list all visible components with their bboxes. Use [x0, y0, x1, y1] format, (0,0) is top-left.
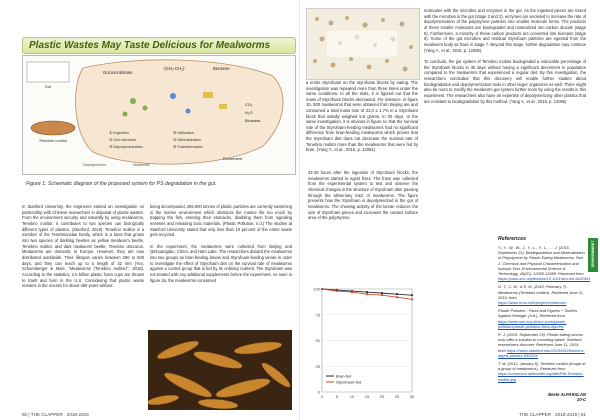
label-step4: ④ Utilization	[173, 131, 194, 135]
legend-label: Styrofoam-fed	[336, 379, 362, 385]
label-benzene: Benzene	[213, 66, 230, 71]
left-column-2	[150, 204, 292, 283]
label-co2: CO₂	[245, 102, 253, 107]
label-tenebrio: Tenebrio molitor	[38, 138, 68, 143]
section-side-tab	[588, 238, 598, 272]
mealworm-photo-svg	[148, 330, 292, 410]
survival-chart-svg	[308, 283, 416, 406]
y-tick-label: 75	[315, 312, 320, 318]
legend-label: Bran-fed	[336, 373, 352, 379]
survival-chart	[308, 283, 416, 406]
enzyme-dot	[186, 109, 191, 114]
label-gut-microbiome: Gut microbiome	[103, 70, 133, 75]
x-tick-label: 20	[379, 394, 385, 399]
reference-item: Y., Y., W., W., J., Y., L., Y., L., .... J. (2015, September 21). Biodegradation and Mineralization of Polystyrene by Plastic-Eating Mealworms: Part 1. Chemical and Physical Characterization and Isotopic Test. Environmental Science & Technology, 49(20), 12080-12086. Retrieved from https://pubs.acs.org/doi/abs/10.1021/acs.est.5b02661	[498, 245, 591, 282]
reference-link[interactable]: https://news.stanford.edu/2015/09/29/worms-digest-plastics-092915/	[498, 347, 585, 358]
reference-item: T. M. (2012, January 6). Tenebrio molitor (image of a group of mealworms). Retrieved from https://commons.wikimedia.org/wiki/File:Tenebrio-molitor.jpg	[498, 361, 586, 382]
styrofoam-block	[27, 62, 69, 82]
label-ch2: -(CH₂-CH₂)-	[163, 66, 186, 71]
label-step5: ⑤ Mineralization	[173, 138, 201, 142]
y-tick-label: 25	[315, 363, 320, 369]
right-column	[424, 8, 586, 104]
y-tick-label: 50	[315, 338, 320, 343]
y-tick-label: 0	[317, 389, 320, 395]
right-page-folio: THE CLAPPER · 2018-2019 | 61	[519, 412, 586, 417]
body-text: molecules with the microbes and enzymes in the gut. As the ingested pieces are mixed with the microbes in the gut (stage 2 and 3), enzymes are secreted to increase the rate of depolymerization of the polystyrene particles into smaller molecule forms. The products of these smaller molecules are biodegraded and mineralized into carbon dioxide (stage 5). Furthermore, a minority of these carbon products are converted into biomass (stage 6). Some of the gut microbes and residual Styrofoam particles are egested from the mealworm body as frass in stage 7. Beyond this stage, further degradation may continue (Yang Y., et al., 2015, p. 12085). To conclude, the gut system of Tenebrio molitor biodegraded a noticeable percentage of the Styrofoam blocks in 30 days without having a significant decrement in population compared to the mealworms that experienced a regular diet. By this investigation, the researchers concluded that this discovery will enable further studies about biodegradation and depolymerization tools in other larger organisms as well. There might also be room to modify the mealworm gut system further more by using the results in this experiment. The researchers also have an expertise of depolymerizing other plastics that are resistant to biodegradation by this method. (Yang Y., et al., 2015, p. 12086)	[424, 8, 586, 104]
styrofoam-photo-svg	[307, 9, 419, 79]
data-point	[381, 294, 383, 296]
y-tick-label: 100	[313, 286, 320, 292]
microbe-dot	[143, 106, 148, 111]
x-tick-label: 15	[364, 394, 370, 399]
polymer-fragment	[219, 104, 227, 109]
x-tick-label: 30	[409, 394, 415, 399]
x-tick-label: 5	[335, 394, 339, 399]
body-text: In Stanford University, the engineers started an investigation on partnership with Chinese researchers in disposal of plastic wastes. From the environment security and naturally by using mealworms, Tenebrio molitor, it contributes to two species can biologically different types of plastics. (Stanford, 2019). Tenebrio molitor is a member of the Tenebrionidae family, which is a larva that grows into two species of darkling beetles as yellow mealworm beetle, Tenebrio molitor, and dark mealworm beetle, Tenebrio obscurus. Mealworms are domestic to Europe. However, they are now distributed worldwide. Their lifespan varies between 280 to 630 days, and they can reach up to a length of 32 mm (Yoo, Schoenberger & Mele, "Mealworms (Tenebrio molitor)", 2018). According to the statistics, 2.5 billion plastic foam cups are thrown to trash and burn in the U.S. Considering that plastic waste remains in the oceans for about 450 years without	[22, 204, 144, 289]
label-excrement: Excrement	[223, 156, 243, 161]
right-middle-column	[308, 170, 418, 221]
reference-link[interactable]: https://www.sas.org.uk/our-work/plastic-pollution/plastic-pollution-facts-figures/	[498, 318, 567, 329]
article-title-banner	[22, 37, 296, 54]
degradation-diagram-svg	[23, 56, 295, 174]
figure-1-caption: Figure 1: Schematic diagram of the proposed system for PS degradation in the gut.	[26, 181, 217, 187]
photo-caption-text: a entire Styrofoam on the styrofoam blocks by eating. The investigation was repeated more than three times under the same conditions. In all the trials, it is figured out that the mass of Styrofoam blocks decreased. For instance, in figure 1b, 500 mealworms that were obtained from Beijing ate and consumed a total mass loss of 31.0 ± 1.7% in a Styrofoam block that initially weighed 5.8 grams, in 30 days. In the same investigation, it is obvious in figure 1c that the survival rate of the Styrofoam-feeding mealworms had no significant difference from bran-feeding mealworms which proves that the Styrofoam diet does not decrease the survival rate of Tenebrio molitor more than the mealworms that were fed by bran. (Yang Y., et al., 2015, p. 12081)	[306, 80, 418, 153]
right-page	[300, 0, 600, 420]
x-tick-label: 0	[320, 394, 324, 399]
data-point	[366, 293, 368, 295]
author-name: Beste ALPARSLAN	[548, 392, 586, 397]
label-step1: ① Ingestion	[109, 131, 129, 135]
references-heading: References	[498, 236, 526, 242]
reference-link[interactable]: https://www.ncsu.edu/project/mealworm	[498, 300, 567, 306]
reference-item: Plastic Pollution - Facts and Figures + Surfers Against Sewage. (n.d.). Retrieved from https://www.sas.org.uk/our-work/plastic-pollution/plastic-pollution-facts-figures/	[498, 308, 578, 329]
left-column-1	[22, 204, 144, 289]
microbe-dot	[123, 112, 128, 117]
x-tick-label: 25	[394, 394, 400, 399]
label-step2: ② Gut microbes	[109, 138, 137, 142]
data-point	[396, 296, 398, 298]
data-point	[411, 298, 413, 300]
figure-1-diagram	[22, 55, 296, 175]
styrofoam-photo	[306, 8, 420, 80]
data-point	[381, 292, 383, 294]
data-point	[321, 288, 323, 290]
article-title: Plastic Wastes May Taste Delicious for Mealworms	[29, 40, 271, 51]
reference-link[interactable]: https://pubs.acs.org/doi/abs/10.1021/acs.est.5b02661	[498, 276, 591, 282]
data-point	[411, 294, 413, 296]
body-text: being decomposed, 269,000 tonnes of plastic particles are currently swimming in the marine environment which obstructs the marine life too much by trapping the fish, entering their stomachs, disabling them from signaling enemies and releasing toxic materials. (Plastic Pollution, n.d.) The studies at Stanford University stated that only less than 10 percent of the entire waste gets recycled. In the experiment, the mealworms were collected from Beijing and Qinhuangdao, China, and Ham Lake. The researchers divided the mealworms into two groups as bran-feeding larvae and Styrofoam-feeding larvae in order to investigate the effect of Styrofoam diet on the survival rate of mealworms against a control group that is fed by its ordinary nutrient. The Styrofoam was not treated with any additional supplements before the experiment. As seen in figure 2a, the mealworms consumed	[150, 204, 292, 283]
reference-item: G. T., C. M., & K. M. (2018, February 7). Mealworms (Tenebrio molitor). Retrieved June 11, 2019, from https://www.ncsu.edu/project/mealworm	[498, 284, 584, 306]
legend-depolymerizer: Depolymerizer	[83, 163, 107, 167]
reference-item: R. J. (2015, September 29). Plastic-eating worms may offer a solution to mounting waste, Stanford researchers discover. Retrieved June 11, 2019, from https://news.stanford.edu/2015/09/29/worms-digest-plastics-092915/	[498, 332, 585, 358]
data-point	[351, 291, 353, 293]
label-step3: ③ Depolymerization	[109, 145, 143, 149]
legend-metabolite: Metabolite	[133, 163, 150, 167]
reference-link[interactable]: https://commons.wikimedia.org/wiki/File:Tenebrio-molitor.jpg	[498, 371, 584, 382]
label-h2o: H₂O	[245, 110, 253, 115]
author-credit	[498, 392, 586, 403]
author-class: 10-C	[576, 397, 586, 403]
left-page-folio: 60 | THE CLAPPER · 2018-2019	[22, 412, 89, 417]
polymer-fragment	[203, 92, 213, 98]
x-tick-label: 10	[349, 394, 355, 399]
label-biomass: Biomass	[245, 118, 261, 123]
label-step6: ⑥ Transformation	[173, 145, 203, 149]
label-gut: Gut	[44, 84, 52, 89]
microbe-dot	[130, 98, 136, 104]
body-text: 32-38 hours after the ingestion of Styrofoam blocks, the mealworms started to egest frass. The frass was collected from the experimental system to test and observe the chemical changes in the structure of Styrofoam after passing through the alimentary tract of mealworms. The figure presents how the Styrofoam is depolymerized in the gut of mealworms. The chewing activity of the larvae reduces the size of Styrofoam pieces and increases the contact surface area of the polystyrene	[308, 170, 418, 221]
mealworm-illustration	[31, 121, 75, 135]
references-section	[498, 236, 591, 385]
mealworm-photo	[148, 330, 292, 410]
side-tab-label: ENVIRONMENT	[591, 240, 595, 268]
data-point	[336, 290, 338, 292]
data-point	[396, 293, 398, 295]
enzyme-dot	[170, 93, 176, 99]
data-point	[366, 291, 368, 293]
